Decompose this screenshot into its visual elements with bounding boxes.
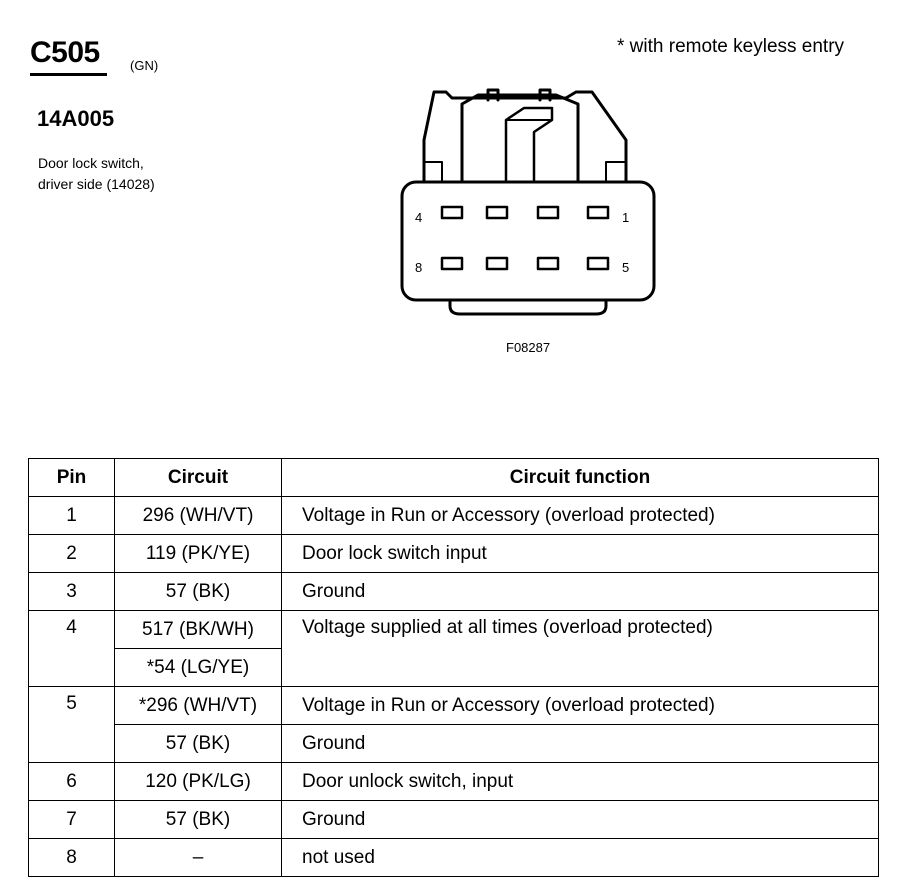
description-line-2: driver side (14028) <box>38 176 155 192</box>
description-line-1: Door lock switch, <box>38 155 144 171</box>
table-row <box>29 839 879 877</box>
circuit-cell: – <box>115 839 282 877</box>
pin-cell: 6 <box>29 763 115 801</box>
connector-housing-top <box>424 92 626 182</box>
circuit-cell: *296 (WH/VT) <box>115 687 282 725</box>
circuit-cell: 517 (BK/WH) <box>115 611 282 649</box>
table-row <box>29 763 879 801</box>
pin-label-8: 8 <box>415 260 423 275</box>
table-row <box>29 687 879 725</box>
pin-cavity <box>442 258 462 269</box>
function-cell: Door lock switch input <box>282 535 879 573</box>
header-circuit: Circuit <box>115 459 282 497</box>
function-cell: Voltage supplied at all times (overload protected) <box>282 611 879 687</box>
pin-label-1: 1 <box>622 210 630 225</box>
header-pin: Pin <box>29 459 115 497</box>
table-row <box>29 801 879 839</box>
table-row <box>29 497 879 535</box>
connector-face <box>402 182 654 300</box>
pin-label-4: 4 <box>415 210 423 225</box>
connector-id-underline <box>30 73 107 76</box>
function-cell: Ground <box>282 801 879 839</box>
pin-cavity <box>538 207 558 218</box>
pin-cavity <box>442 207 462 218</box>
circuit-cell: 57 (BK) <box>115 573 282 611</box>
function-cell: Voltage in Run or Accessory (overload protected) <box>282 687 879 725</box>
circuit-cell: 296 (WH/VT) <box>115 497 282 535</box>
table-row <box>29 611 879 649</box>
function-cell: Voltage in Run or Accessory (overload protected) <box>282 497 879 535</box>
pin-cell: 5 <box>29 687 115 763</box>
circuit-cell: 57 (BK) <box>115 801 282 839</box>
table-row <box>29 725 879 763</box>
pin-cell: 7 <box>29 801 115 839</box>
footnote: * with remote keyless entry <box>617 36 845 57</box>
part-number: 14A005 <box>37 106 115 131</box>
circuit-cell: 119 (PK/YE) <box>115 535 282 573</box>
pin-cavity <box>487 207 507 218</box>
header-function: Circuit function <box>282 459 879 497</box>
pin-cavity <box>588 258 608 269</box>
function-cell: Ground <box>282 725 879 763</box>
function-cell: not used <box>282 839 879 877</box>
circuit-cell: 120 (PK/LG) <box>115 763 282 801</box>
figure-id: F08287 <box>506 340 551 355</box>
function-cell: Ground <box>282 573 879 611</box>
circuit-cell: *54 (LG/YE) <box>115 649 282 687</box>
pin-cavity <box>487 258 507 269</box>
pin-cell: 3 <box>29 573 115 611</box>
table-header-row <box>29 459 879 497</box>
function-cell: Door unlock switch, input <box>282 763 879 801</box>
table-row <box>29 573 879 611</box>
pin-label-5: 5 <box>622 260 630 275</box>
connector-bottom-tab <box>450 300 606 314</box>
pin-cavity <box>538 258 558 269</box>
pin-cell: 2 <box>29 535 115 573</box>
connector-face-diagram <box>390 82 670 322</box>
pin-cell: 4 <box>29 611 115 687</box>
connector-latch <box>462 95 578 182</box>
table-row <box>29 535 879 573</box>
connector-color: (GN) <box>130 58 159 73</box>
pin-cell: 1 <box>29 497 115 535</box>
connector-id: C505 <box>30 36 100 69</box>
circuit-cell: 57 (BK) <box>115 725 282 763</box>
pin-cavity <box>588 207 608 218</box>
pin-table <box>28 458 879 877</box>
pin-cell: 8 <box>29 839 115 877</box>
